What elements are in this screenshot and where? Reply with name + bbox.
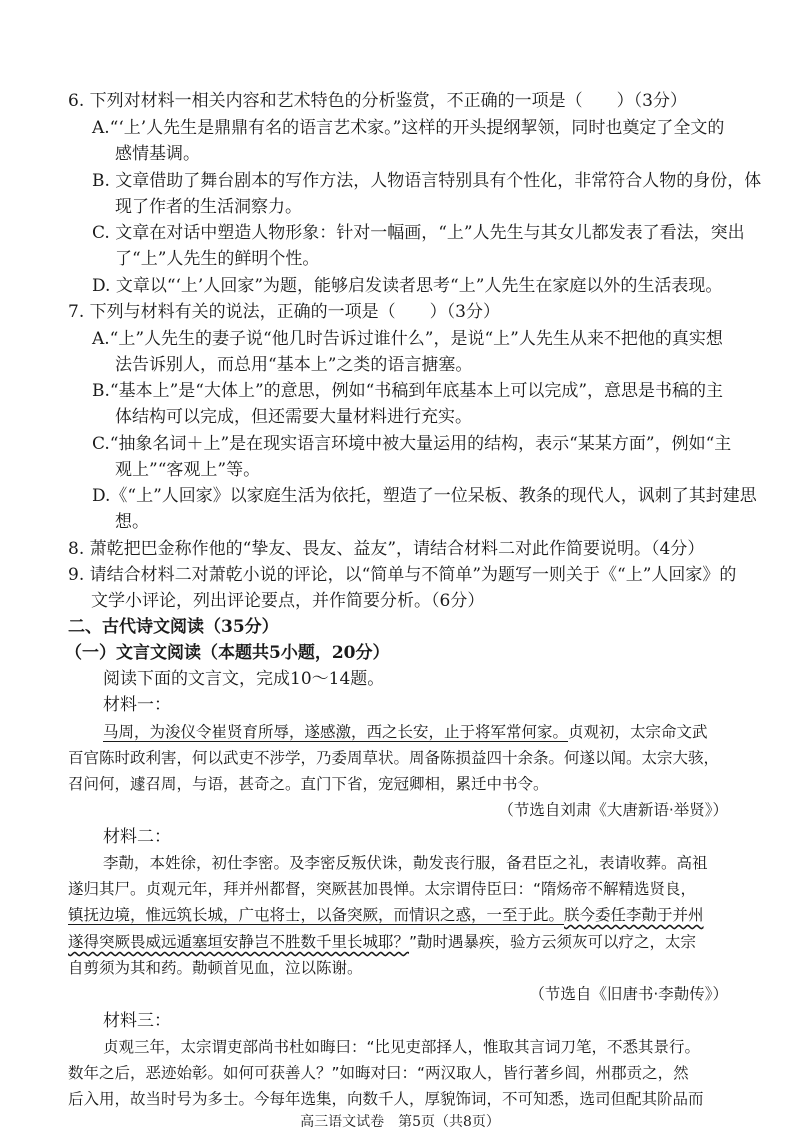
material-2-underlined-sentence: 镇抚边境，惟远筑长城，广屯将士，以备突厥，而情识之惑，一至于此。	[68, 906, 565, 924]
subsection-title: （一）文言文阅读（本题共5小题，20分）	[65, 643, 390, 663]
q6-option-d: D. 文章以“‘上’人回家”为题，能够启发读者思考“上”人先生在家庭以外的生活表现。	[92, 276, 723, 296]
q6-option-b: B. 文章借助了舞台剧本的写作方法，人物语言特别具有个性化，非常符合人物的身份，体	[92, 171, 762, 191]
material-2-line-2: 遂归其尸。贞观元年，拜并州都督，突厥甚加畏惮。太宗谓侍臣曰：“隋炀帝不解精选贤良，	[68, 880, 697, 898]
reading-instruction: 阅读下面的文言文，完成10～14题。	[103, 669, 385, 689]
material-2-line-1: 李勣，本姓徐，初仕李密。及李密反叛伏诛，勣发丧行服，备君臣之礼，表请收葬。高祖	[103, 854, 708, 872]
q7-option-b: B.“基本上”是“大体上”的意思，例如“书稿到年底基本上可以完成”，意思是书稿的主	[92, 381, 724, 401]
q6-option-b-cont: 现了作者的生活洞察力。	[115, 197, 302, 217]
q7-option-c: C.“抽象名词＋上”是在现实语言环境中被大量运用的结构，表示“某某方面”，例如“主	[92, 434, 732, 454]
q6-stem: 6. 下列对材料一相关内容和艺术特色的分析鉴赏，不正确的一项是（ ）（3分）	[68, 91, 687, 111]
q9-stem-cont: 文学小评论，列出评论要点，并作简要分析。（6分）	[91, 591, 485, 611]
page-footer: 高三语文试卷 第5页（共8页）	[300, 1114, 500, 1130]
material-1-line-1	[103, 721, 708, 743]
material-3-line-2: 数年之后，恶迹始彰。如何可获善人？”如晦对曰：“两汉取人，皆行著乡闾，州郡贡之，然	[68, 1064, 689, 1082]
material-2-wavy-sentence-part-1: 朕今委任李勣于并州	[564, 906, 704, 924]
q6-option-c: C. 文章在对话中塑造人物形象：针对一幅画，“上”人先生与其女儿都发表了看法，突出	[92, 223, 745, 243]
material-3-line-1: 贞观三年，太宗谓吏部尚书杜如晦曰：“比见吏部择人，惟取其言词刀笔，不悉其景行。	[103, 1038, 701, 1056]
material-1-underlined-sentence: 马周，为浚仪令崔贤育所辱，遂感激，西之长安，止于将军常何家。	[103, 723, 569, 741]
q6-option-a-cont: 感情基调。	[115, 144, 200, 164]
material-1-line-2: 百官陈时政利害，何以武吏不涉学，乃委周草状。周备陈损益四十余条。何遂以闻。太宗大骇，	[68, 749, 720, 767]
material-2-line-4	[68, 931, 696, 953]
q8-stem: 8. 萧乾把巴金称作他的“挚友、畏友、益友”，请结合材料二对此作简要说明。（4分）	[68, 539, 705, 559]
material-1-line-1-rest: 贞观初，太宗命文武	[568, 723, 708, 741]
material-3-label: 材料三：	[103, 1011, 171, 1031]
material-1-label: 材料一：	[103, 695, 171, 715]
q7-option-a-cont: 法告诉别人，而总用“基本上”之类的语言搪塞。	[115, 355, 473, 375]
material-2-wavy-sentence-part-2: 遂得突厥畏威远遁塞垣安静岂不胜数千里长城耶？	[68, 933, 410, 951]
q6-option-a: A.“‘上’人先生是鼎鼎有名的语言艺术家。”这样的开头提纲挈领，同时也奠定了全文的	[92, 118, 725, 138]
q7-option-b-cont: 体结构可以完成，但还需要大量材料进行充实。	[115, 407, 472, 427]
material-1-source: （节选自刘肃《大唐新语·举贤》）	[498, 801, 728, 819]
q7-stem: 7. 下列与材料有关的说法，正确的一项是（ ）（3分）	[68, 302, 500, 322]
material-1-line-3: 召问何，遽召周，与语，甚奇之。直门下省，宠冠卿相，累迁中书令。	[68, 775, 549, 793]
section-title: 二、古代诗文阅读（35分）	[68, 617, 279, 637]
material-2-source: （节选自《旧唐书·李勣传》）	[529, 985, 728, 1003]
q7-option-c-cont: 观上”“客观上”等。	[115, 460, 261, 480]
material-2-label: 材料二：	[103, 827, 171, 847]
material-2-line-4-rest: ”勣时遇暴疾，验方云须灰可以疗之，太宗	[409, 933, 697, 951]
q6-option-c-cont: 了“上”人先生的鲜明个性。	[115, 249, 320, 269]
material-3-line-3: 后入用，故当时号为多士。今每年选集，向数千人，厚貌饰词，不可知悉，选司但配其阶品而	[68, 1090, 704, 1108]
q9-stem: 9. 请结合材料二对萧乾小说的评论，以“简单与不简单”为题写一则关于《“上”人回家》的	[68, 565, 737, 585]
material-2-line-5: 自剪须为其和药。勣顿首见血，泣以陈谢。	[68, 959, 363, 977]
q7-option-d-cont: 想。	[115, 512, 149, 532]
material-2-line-3	[68, 904, 704, 926]
q7-option-a: A.“上”人先生的妻子说“他几时告诉过谁什么”，是说“上”人先生从来不把他的真实想	[92, 329, 723, 349]
q7-option-d: D.《“上”人回家》以家庭生活为依托，塑造了一位呆板、教条的现代人，讽刺了其封建思	[92, 486, 757, 506]
